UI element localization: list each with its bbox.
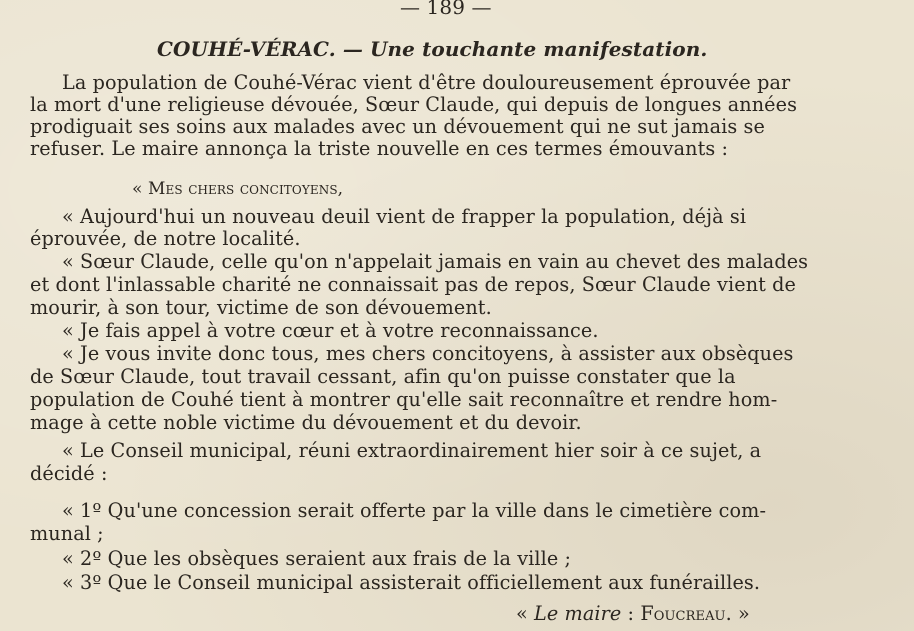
decision-line: « 3º Que le Conseil municipal assisterait officiellement aux funérailles. — [62, 571, 761, 594]
body-line: la mort d'une religieuse dévouée, Sœur Claude, qui depuis de longues années — [30, 93, 798, 116]
body-line: « Aujourd'hui un nouveau deuil vient de frapper la population, déjà si — [62, 205, 747, 228]
signature-label: Le maire — [534, 602, 622, 625]
body-line: « Le Conseil municipal, réuni extraordinairement hier soir à ce sujet, a — [62, 439, 762, 462]
body-line: de Sœur Claude, tout travail cessant, afin qu'on puisse constater que la — [30, 365, 736, 388]
salutation-line: « Mes chers concitoyens, — [132, 179, 344, 199]
body-line: mage à cette noble victime du dévouement et du devoir. — [30, 411, 582, 434]
body-line: « Je fais appel à votre cœur et à votre reconnaissance. — [62, 319, 599, 342]
signature-name: Foucreau. — [640, 602, 732, 625]
article-title: COUHÉ-VÉRAC. — Une touchante manifestation. — [157, 37, 708, 61]
body-line: mourir, à son tour, victime de son dévouement. — [30, 296, 492, 319]
body-line: éprouvée, de notre localité. — [30, 227, 301, 250]
page-number: — 189 — — [400, 0, 492, 19]
body-line: et dont l'inlassable charité ne connaissait pas de repos, Sœur Claude vient de — [30, 273, 796, 296]
body-line: refuser. Le maire annonça la triste nouvelle en ces termes émouvants : — [30, 137, 729, 160]
signature-close-quote: » — [731, 602, 750, 625]
body-line: « Sœur Claude, celle qu'on n'appelait jamais en vain au chevet des malades — [62, 250, 809, 273]
signature-open-quote: « — [516, 602, 535, 625]
body-line: décidé : — [30, 462, 108, 485]
signature — [516, 603, 750, 625]
decision-line: « 1º Qu'une concession serait offerte par la ville dans le cimetière com- — [62, 499, 767, 522]
body-line: population de Couhé tient à montrer qu'elle sait reconnaître et rendre hom- — [30, 388, 778, 411]
signature-separator: : — [621, 602, 641, 625]
decision-line: munal ; — [30, 522, 104, 545]
body-line: « Je vous invite donc tous, mes chers concitoyens, à assister aux obsèques — [62, 342, 794, 365]
body-line: prodiguait ses soins aux malades avec un dévouement qui ne sut jamais se — [30, 115, 765, 138]
body-line: La population de Couhé-Vérac vient d'être douloureusement éprouvée par — [62, 71, 791, 94]
decision-line: « 2º Que les obsèques seraient aux frais de la ville ; — [62, 547, 572, 570]
